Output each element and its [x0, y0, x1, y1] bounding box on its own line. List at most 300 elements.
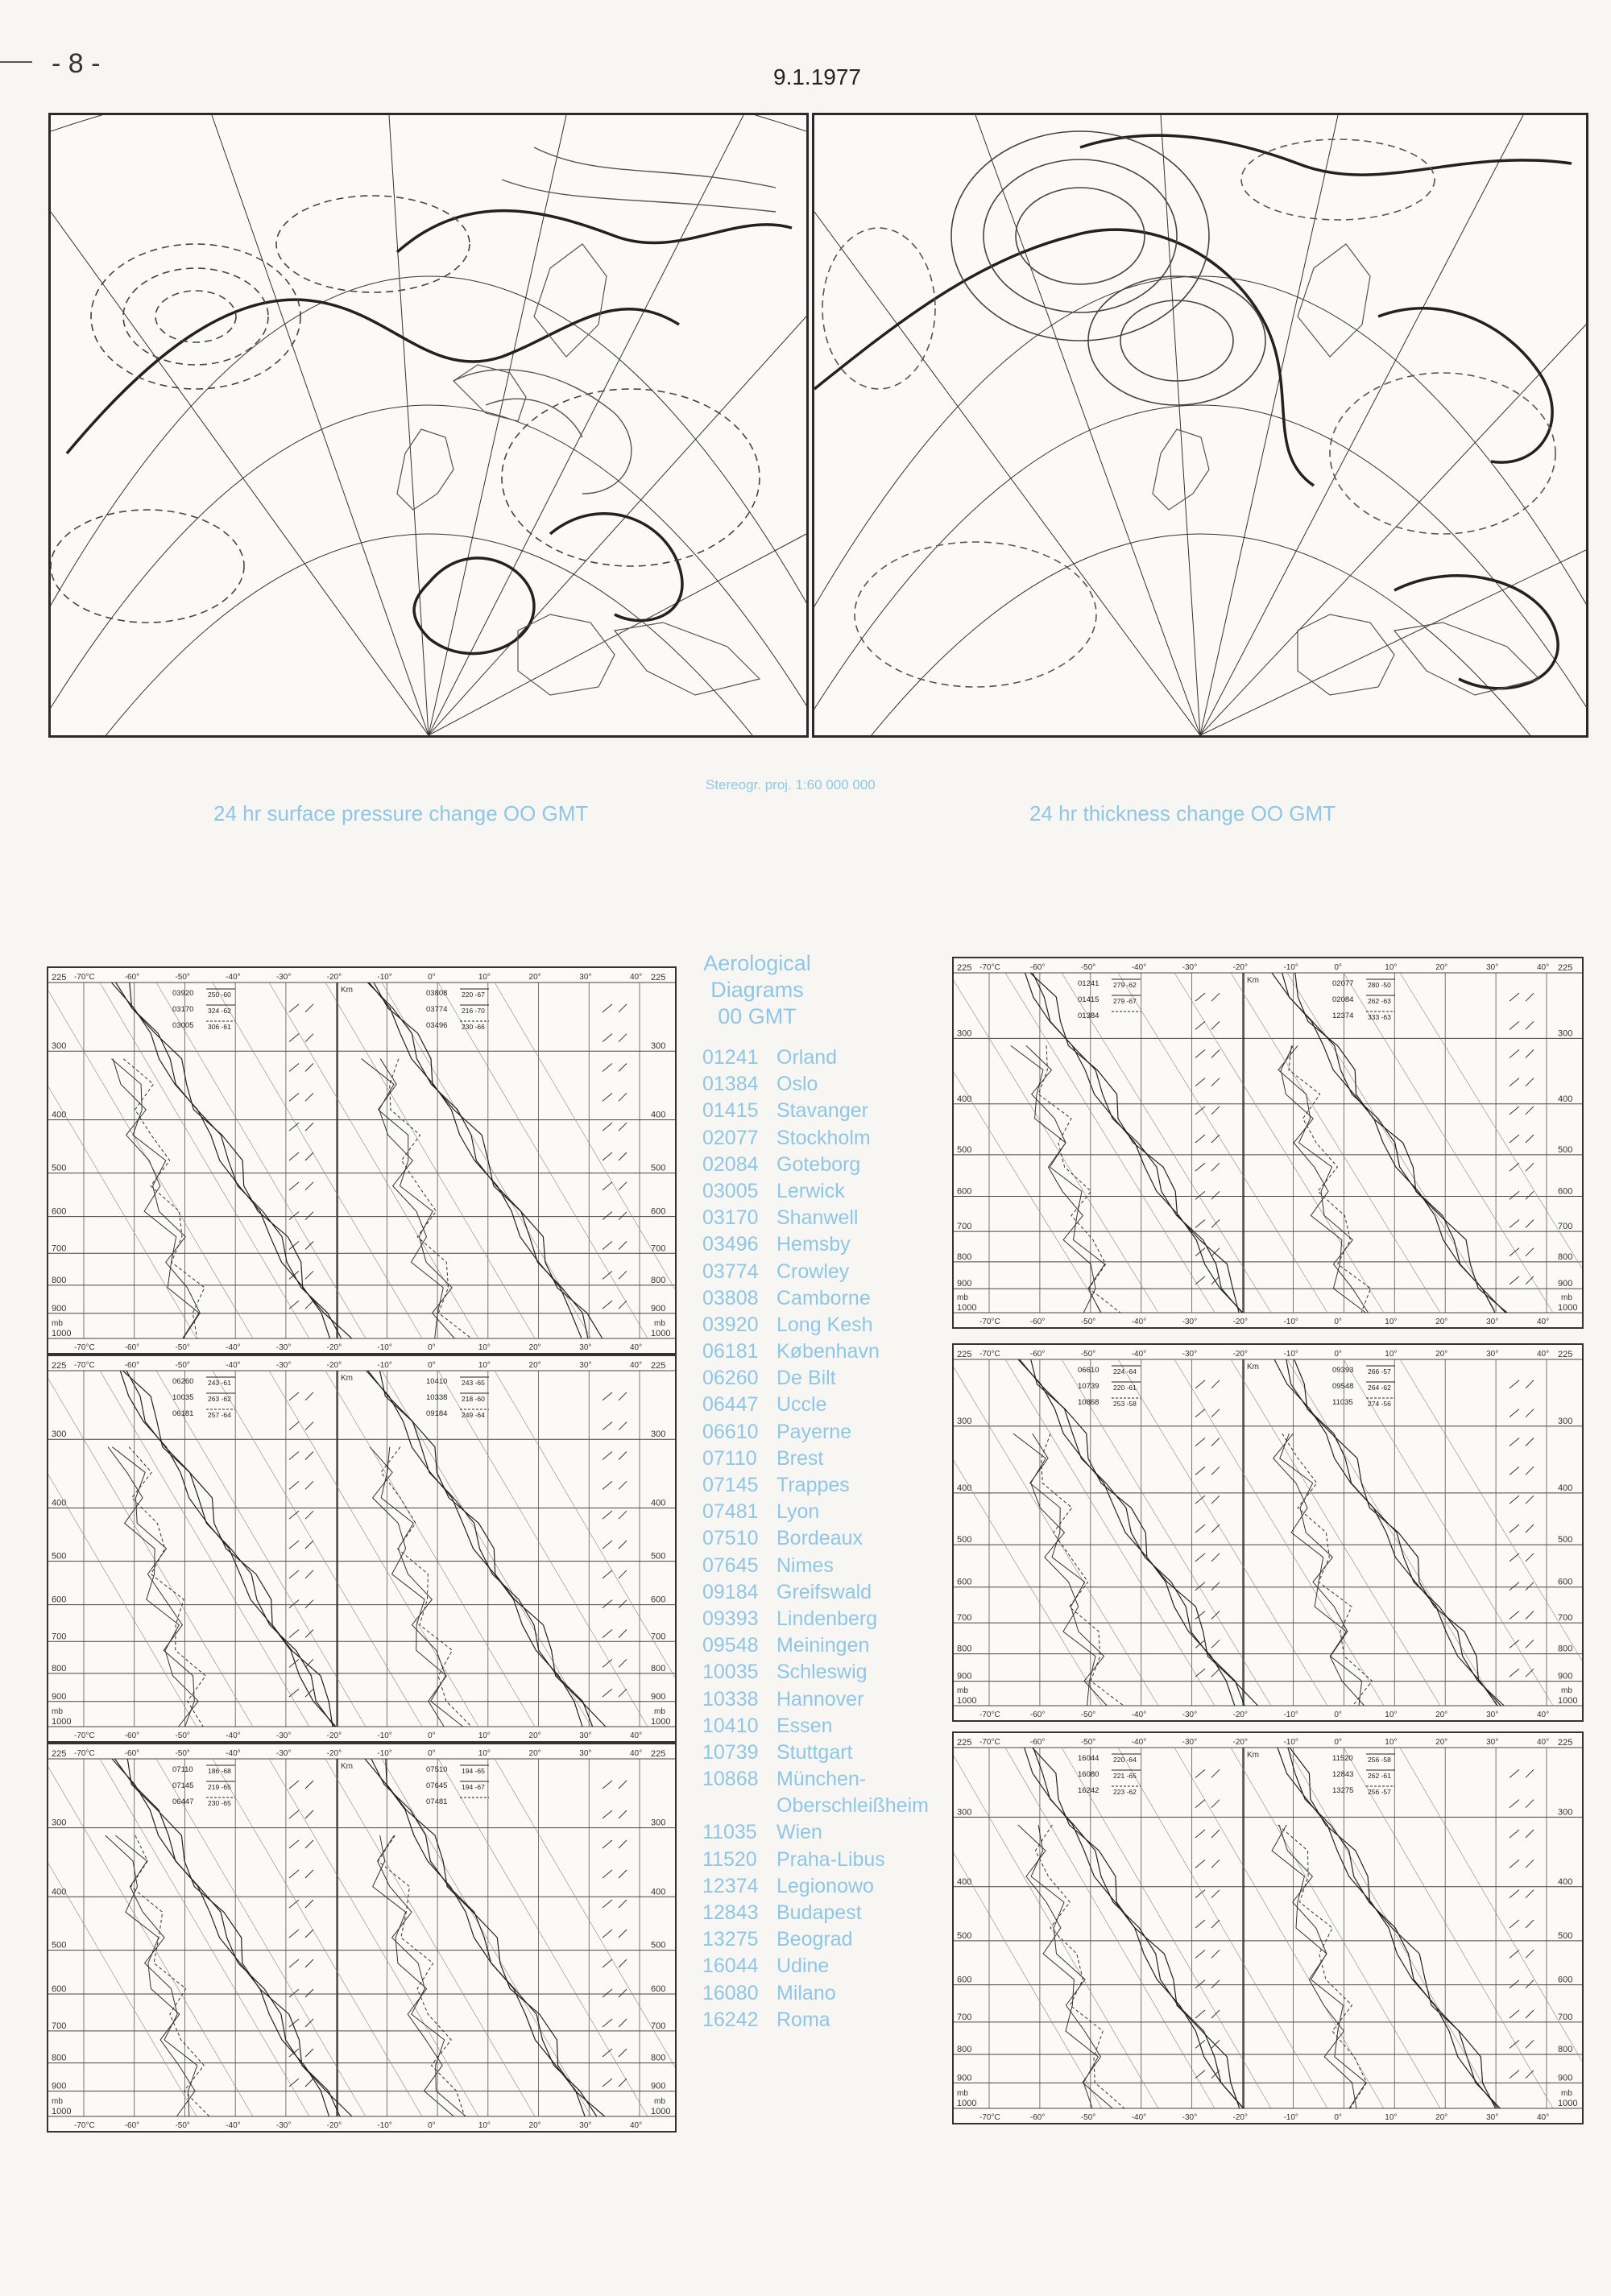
temp-tick-bottom: 0° — [428, 1731, 436, 1740]
pressure-label-left: 1000 — [52, 1329, 72, 1338]
wind-barb — [1526, 1107, 1534, 1115]
pressure-label-left: 800 — [957, 1251, 972, 1262]
legend-station-code: 03170 — [172, 1005, 194, 1014]
temp-tick-bottom: -40° — [1131, 1711, 1147, 1719]
temp-tick-top: -10° — [377, 1749, 392, 1758]
wind-barb — [619, 1422, 627, 1430]
temp-tick-bottom: -30° — [275, 2121, 292, 2130]
wind-barb — [1526, 1800, 1534, 1808]
station-name: Oslo — [777, 1073, 818, 1096]
pressure-label-left: 1000 — [52, 1717, 72, 1727]
temp-tick-bottom: -70°C — [979, 1318, 1000, 1326]
temp-tick-top: 0° — [428, 1361, 436, 1370]
wind-barb — [1211, 1496, 1220, 1504]
wind-barb — [1211, 2040, 1220, 2048]
mb-label: mb — [1561, 2089, 1572, 2098]
wind-barb — [1526, 1582, 1534, 1591]
legend-tropopause: 220 -64 — [1113, 1756, 1137, 1764]
km-label: Km — [1247, 976, 1259, 985]
projection-note: Stereogr. proj. 1:60 000 000 — [706, 777, 876, 792]
wind-barb — [289, 1182, 299, 1190]
station-code: 02084 — [702, 1152, 759, 1176]
pressure-label-left: 700 — [52, 1632, 67, 1642]
temp-tick-bottom: -50° — [1080, 2113, 1096, 2122]
pressure-label-right: 800 — [651, 1275, 666, 1285]
wind-barb — [1526, 1950, 1534, 1958]
wind-barb — [1510, 1409, 1519, 1417]
station-code: 03496 — [702, 1233, 759, 1256]
wind-barb — [1211, 1467, 1220, 1475]
dewpoint-sounding — [129, 1447, 205, 1727]
wind-barb — [603, 1900, 612, 1908]
station-row — [702, 1338, 944, 1365]
legend-station-code: 16242 — [1078, 1786, 1100, 1795]
wind-barb — [603, 1182, 612, 1190]
station-name: Payerne — [777, 1420, 852, 1443]
wind-barb — [1211, 1669, 1220, 1677]
pressure-label-right: 300 — [651, 1429, 666, 1440]
wind-barb — [619, 1810, 627, 1818]
legend-tropopause: 230 -66 — [462, 1023, 485, 1031]
legend-station-code: 01384 — [1078, 1011, 1100, 1020]
dewpoint-sounding — [131, 1835, 209, 2116]
pressure-label-left: 500 — [52, 1940, 67, 1951]
wind-barb — [1510, 1830, 1519, 1838]
wind-barb — [305, 1452, 313, 1460]
temp-tick-top: -20° — [326, 1361, 342, 1370]
station-name: Trappes — [777, 1474, 850, 1496]
temp-tick-bottom: -60° — [1029, 1711, 1046, 1719]
wind-barb — [1510, 1980, 1519, 1988]
temp-tick-top: -40° — [1131, 963, 1147, 972]
legend-tropopause: 249 -64 — [462, 1411, 485, 1419]
temp-tick-top: -10° — [377, 1361, 392, 1370]
wind-barb — [603, 1422, 612, 1430]
temp-tick-top: -60° — [124, 1361, 140, 1370]
pressure-label-right: 500 — [1558, 1535, 1573, 1545]
km-label: Km — [341, 986, 353, 995]
pressure-label-left: 500 — [957, 1144, 972, 1155]
surface-pressure-change-map — [48, 113, 809, 738]
temp-tick-top: 0° — [1334, 963, 1342, 972]
station-row — [702, 1793, 944, 1819]
mb-label: mb — [654, 2097, 665, 2106]
thickness-map-graphic — [814, 115, 1586, 735]
wind-barb — [1211, 1248, 1220, 1256]
wind-barb — [619, 1511, 627, 1519]
pressure-label-left: 700 — [957, 2012, 972, 2022]
dewpoint-sounding — [1289, 1045, 1371, 1313]
wind-barb — [619, 1452, 627, 1460]
km-label: Km — [1247, 1363, 1259, 1371]
station-row — [702, 1285, 944, 1312]
legend-station-code: 02077 — [1332, 979, 1354, 988]
diagram-svg — [48, 1356, 675, 1741]
legend-tropopause: 262 -63 — [1368, 997, 1391, 1005]
page-edge-rule — [0, 61, 32, 63]
station-code: 12374 — [702, 1874, 759, 1897]
wind-barb — [1526, 1769, 1534, 1777]
legend-tropopause: 253 -58 — [1113, 1400, 1137, 1408]
wind-barb — [1211, 1830, 1220, 1838]
temp-tick-bottom: 0° — [1334, 1318, 1342, 1326]
temp-tick-bottom: -50° — [1080, 1711, 1096, 1719]
wind-barb — [1510, 1191, 1519, 1199]
pressure-label-left: 225 — [52, 973, 67, 983]
wind-barb — [1510, 1524, 1519, 1533]
pressure-label-right: 700 — [651, 2021, 666, 2031]
station-name: Schleswig — [777, 1661, 868, 1684]
temp-tick-bottom: 10° — [478, 1343, 491, 1352]
legend-station-code: 02084 — [1332, 995, 1354, 1004]
wind-barb — [289, 1810, 299, 1818]
temp-tick-top: -50° — [175, 973, 190, 982]
wind-barb — [619, 2079, 627, 2087]
temp-tick-bottom: 40° — [630, 1343, 643, 1352]
km-label: Km — [341, 1762, 353, 1771]
temp-tick-bottom: -40° — [226, 1731, 241, 1740]
wind-barb — [619, 1301, 627, 1309]
wind-barb — [603, 1840, 612, 1848]
temp-tick-bottom: -20° — [1232, 2113, 1248, 2122]
station-name: Meiningen — [777, 1634, 870, 1657]
wind-barb — [603, 1930, 612, 1938]
wind-barb — [289, 1989, 299, 1997]
temp-tick-bottom: 0° — [428, 1343, 436, 1352]
wind-barb — [305, 1541, 313, 1549]
aerological-title — [701, 950, 814, 1030]
pressure-label-right: 500 — [651, 1940, 666, 1951]
wind-barb — [1211, 1860, 1220, 1868]
station-code: 01415 — [702, 1099, 759, 1123]
wind-barb — [1510, 1553, 1519, 1562]
dewpoint-sounding — [390, 1059, 472, 1338]
wind-barb — [619, 1659, 627, 1667]
temp-tick-top: -70°C — [979, 1738, 1000, 1747]
wind-barb — [1195, 1860, 1205, 1868]
temp-tick-top: -40° — [226, 1749, 241, 1758]
wind-barb — [1211, 1950, 1220, 1958]
dewpoint-sounding — [373, 1835, 454, 2116]
pressure-label-right: 500 — [651, 1163, 666, 1173]
dewpoint-sounding — [1018, 1825, 1099, 2108]
wind-barb — [1526, 1191, 1534, 1199]
wind-barb — [1195, 1920, 1205, 1928]
station-row — [702, 1766, 944, 1793]
wind-barb — [289, 1422, 299, 1430]
wind-barb — [305, 1600, 313, 1608]
station-code: 16044 — [702, 1955, 759, 1978]
temp-tick-bottom: 40° — [630, 1731, 643, 1740]
wind-barb — [305, 2049, 313, 2057]
pressure-label-left: 800 — [957, 1644, 972, 1654]
wind-barb — [603, 1004, 612, 1012]
wind-barb — [619, 1004, 627, 1012]
pressure-label-left: 1000 — [957, 1696, 977, 1706]
wind-barb — [305, 1570, 313, 1578]
km-label: Km — [1247, 1751, 1259, 1760]
dewpoint-sounding — [1031, 1825, 1112, 2108]
temp-tick-bottom: 20° — [1435, 1318, 1448, 1326]
wind-barb — [289, 1093, 299, 1101]
station-name: Brest — [777, 1446, 824, 1470]
pressure-label-right: 600 — [1558, 1975, 1573, 1985]
legend-station-code: 06447 — [172, 1797, 194, 1806]
wind-barb — [1211, 1524, 1220, 1533]
temp-tick-top: -20° — [1232, 1350, 1248, 1359]
wind-barb — [1526, 1409, 1534, 1417]
temp-tick-bottom: -20° — [326, 1343, 342, 1352]
temp-tick-top: 30° — [1486, 1350, 1499, 1359]
wind-barb — [619, 1481, 627, 1489]
temp-tick-bottom: 30° — [579, 1731, 592, 1740]
wind-barb — [619, 1570, 627, 1578]
station-name: Stuttgart — [777, 1740, 853, 1764]
wind-barb — [1211, 1135, 1220, 1143]
wind-barb — [1526, 1980, 1534, 1988]
wind-barb — [1526, 1524, 1534, 1533]
legend-station-code: 03774 — [426, 1005, 448, 1014]
wind-barb — [289, 1781, 299, 1789]
pressure-label-left: 500 — [52, 1551, 67, 1562]
mb-label: mb — [1561, 1293, 1572, 1302]
temp-tick-top: 40° — [1537, 963, 1550, 972]
wind-barb — [619, 1064, 627, 1072]
pressure-label-right: 1000 — [1558, 1696, 1578, 1706]
temp-tick-top: -50° — [175, 1361, 190, 1370]
temp-tick-top: -40° — [226, 1361, 241, 1370]
station-row — [702, 1579, 944, 1606]
temp-tick-top: 20° — [528, 1361, 541, 1370]
temp-tick-bottom: 20° — [528, 2121, 541, 2130]
wind-barb — [1510, 1669, 1519, 1677]
wind-barb — [1510, 1860, 1519, 1868]
temp-tick-top: -70°C — [74, 1361, 95, 1370]
wind-barb — [1211, 1380, 1220, 1388]
wind-barb — [289, 1392, 299, 1400]
wind-barb — [619, 1034, 627, 1042]
temp-tick-bottom: -70°C — [74, 1343, 95, 1352]
station-name: Crowley — [777, 1260, 850, 1283]
temp-tick-bottom: -20° — [1232, 1711, 1248, 1719]
legend-tropopause: 221 -65 — [1113, 1772, 1137, 1780]
pressure-label-left: 500 — [52, 1163, 67, 1173]
temp-tick-top: -10° — [1283, 1738, 1298, 1747]
pressure-label-left: 600 — [52, 1595, 67, 1605]
wind-barb — [305, 1271, 313, 1279]
legend-station-code: 10338 — [426, 1393, 448, 1402]
legend-station-code: 12843 — [1332, 1770, 1354, 1779]
pressure-label-right: 700 — [651, 1632, 666, 1642]
temp-tick-top: -20° — [1232, 963, 1248, 972]
aerological-diagram-l3 — [47, 1743, 677, 2133]
pressure-label-left: 300 — [52, 1818, 67, 1828]
wind-barb — [1526, 1438, 1534, 1446]
wind-barb — [603, 1541, 612, 1549]
station-row — [702, 1071, 944, 1098]
station-code: 10739 — [702, 1740, 759, 1764]
pressure-label-left: 700 — [52, 2021, 67, 2031]
pressure-label-right: 900 — [1558, 1279, 1573, 1289]
legend-tropopause: 256 -58 — [1368, 1756, 1391, 1764]
wind-barb — [1510, 1496, 1519, 1504]
wind-barb — [1211, 1611, 1220, 1620]
dewpoint-sounding — [1013, 1433, 1095, 1706]
station-code: 06181 — [702, 1340, 759, 1363]
pressure-label-left: 300 — [957, 1807, 972, 1818]
wind-barb — [1526, 1078, 1534, 1086]
temp-tick-top: 40° — [1537, 1350, 1550, 1359]
wind-barb — [1526, 1496, 1534, 1504]
station-code: 07145 — [702, 1474, 759, 1496]
wind-barb — [619, 1093, 627, 1101]
temp-tick-top: -60° — [1029, 1738, 1046, 1747]
wind-barb — [305, 1781, 313, 1789]
thickness-change-map — [812, 113, 1588, 738]
legend-tropopause: 264 -62 — [1368, 1384, 1391, 1392]
wind-barb — [619, 1242, 627, 1250]
temp-tick-top: 40° — [1537, 1738, 1550, 1747]
wind-barb — [1510, 1582, 1519, 1591]
station-row — [702, 1819, 944, 1846]
legend-tropopause: 216 -70 — [462, 1007, 485, 1015]
temp-tick-bottom: 40° — [1537, 1711, 1550, 1719]
wind-barb — [1211, 1191, 1220, 1199]
temp-tick-top: -50° — [1080, 1350, 1096, 1359]
station-row — [702, 1713, 944, 1740]
station-name: Hannover — [777, 1687, 864, 1711]
station-name: Wien — [777, 1821, 822, 1844]
station-code: 16242 — [702, 2008, 759, 2031]
wind-barb — [305, 1989, 313, 1997]
temp-tick-top: -50° — [1080, 1738, 1096, 1747]
legend-tropopause: 306 -61 — [208, 1023, 231, 1031]
wind-barb — [289, 1870, 299, 1878]
pressure-label-right: 700 — [1558, 1222, 1573, 1232]
wind-barb — [603, 1989, 612, 1997]
wind-barb — [305, 1212, 313, 1220]
wind-barb — [1211, 1640, 1220, 1648]
temp-tick-top: -50° — [175, 1749, 190, 1758]
wind-barb — [1526, 1830, 1534, 1838]
temp-tick-top: -60° — [1029, 963, 1046, 972]
wind-barb — [603, 1093, 612, 1101]
wind-barb — [289, 1212, 299, 1220]
temp-tick-top: -30° — [1182, 1738, 1198, 1747]
dewpoint-sounding — [1278, 1045, 1369, 1313]
station-code: 10338 — [702, 1687, 759, 1711]
temp-tick-bottom: 10° — [1385, 2113, 1398, 2122]
station-name: Lyon — [777, 1500, 820, 1524]
temp-tick-top: 40° — [630, 1361, 643, 1370]
station-row — [702, 1740, 944, 1766]
wind-barb — [1211, 2010, 1220, 2018]
pressure-label-left: 1000 — [957, 1303, 977, 1313]
legend-tropopause: 194 -65 — [462, 1767, 485, 1775]
wind-barb — [1526, 1276, 1534, 1285]
temp-tick-bottom: -40° — [1131, 2113, 1147, 2122]
aerological-title-line3: 00 GMT — [718, 1004, 797, 1028]
legend-tropopause: 324 -62 — [208, 1007, 231, 1015]
station-code: 12843 — [702, 1901, 759, 1924]
pressure-label-right: 300 — [651, 1041, 666, 1052]
pressure-label-left: 900 — [957, 1279, 972, 1289]
station-code: 09184 — [702, 1580, 759, 1603]
pressure-label-right: 600 — [1558, 1577, 1573, 1587]
temp-tick-bottom: -70°C — [979, 2113, 1000, 2122]
legend-station-code: 07481 — [426, 1797, 448, 1806]
wind-barb — [603, 1034, 612, 1042]
wind-barb — [289, 1481, 299, 1489]
wind-barb — [1211, 1107, 1220, 1115]
km-label: Km — [341, 1374, 353, 1383]
wind-barb — [603, 1570, 612, 1578]
legend-station-code: 03496 — [426, 1021, 448, 1030]
wind-barb — [1526, 1920, 1534, 1928]
pressure-label-right: 300 — [1558, 1028, 1573, 1039]
wind-barb — [1510, 1107, 1519, 1115]
wind-barb — [305, 1930, 313, 1938]
legend-tropopause: 333 -63 — [1368, 1013, 1391, 1021]
mb-label: mb — [654, 1319, 665, 1328]
wind-barb — [1510, 1248, 1519, 1256]
legend-tropopause: 266 -57 — [1368, 1367, 1391, 1376]
temp-tick-bottom: 20° — [528, 1343, 541, 1352]
wind-barb — [1510, 993, 1519, 1001]
wind-barb — [1526, 1860, 1534, 1868]
pressure-label-left: 225 — [957, 1350, 972, 1359]
pressure-label-left: 800 — [957, 2044, 972, 2054]
wind-barb — [603, 1511, 612, 1519]
wind-barb — [603, 1271, 612, 1279]
pressure-label-right: 800 — [651, 2053, 666, 2063]
wind-barb — [619, 1152, 627, 1160]
pressure-label-left: 1000 — [52, 2107, 72, 2116]
wind-barb — [619, 1781, 627, 1789]
wind-barb — [289, 1034, 299, 1042]
wind-barb — [603, 1392, 612, 1400]
temp-tick-bottom: -30° — [275, 1731, 292, 1740]
temp-tick-top: 20° — [528, 1749, 541, 1758]
wind-barb — [1195, 1078, 1205, 1086]
wind-barb — [1195, 1980, 1205, 1988]
wind-barb — [1526, 1553, 1534, 1562]
wind-barb — [603, 1301, 612, 1309]
station-code: 02077 — [702, 1126, 759, 1149]
dewpoint-sounding — [1036, 1825, 1124, 2108]
pressure-label-right: 225 — [1558, 963, 1573, 973]
thickness-caption: 24 hr thickness change OO GMT — [1029, 801, 1336, 825]
dewpoint-sounding — [1026, 1045, 1105, 1313]
legend-station-code: 03005 — [172, 1021, 194, 1030]
pressure-label-left: 300 — [957, 1028, 972, 1039]
wind-barb — [619, 2019, 627, 2027]
temp-tick-top: 0° — [1334, 1738, 1342, 1747]
legend-tropopause: 224 -64 — [1113, 1367, 1137, 1376]
station-list — [702, 1045, 944, 2033]
legend-station-code: 07110 — [172, 1765, 193, 1774]
temp-tick-bottom: -60° — [1029, 1318, 1046, 1326]
wind-barb — [1211, 1800, 1220, 1808]
pressure-label-left: 900 — [52, 2081, 67, 2091]
wind-barb — [603, 2079, 612, 2087]
aerological-diagram-r2 — [952, 1343, 1584, 1722]
wind-barb — [619, 2049, 627, 2057]
temp-tick-top: -60° — [1029, 1350, 1046, 1359]
temp-tick-bottom: -10° — [1283, 1711, 1298, 1719]
wind-barb — [1526, 1220, 1534, 1228]
station-code: 07510 — [702, 1527, 759, 1550]
